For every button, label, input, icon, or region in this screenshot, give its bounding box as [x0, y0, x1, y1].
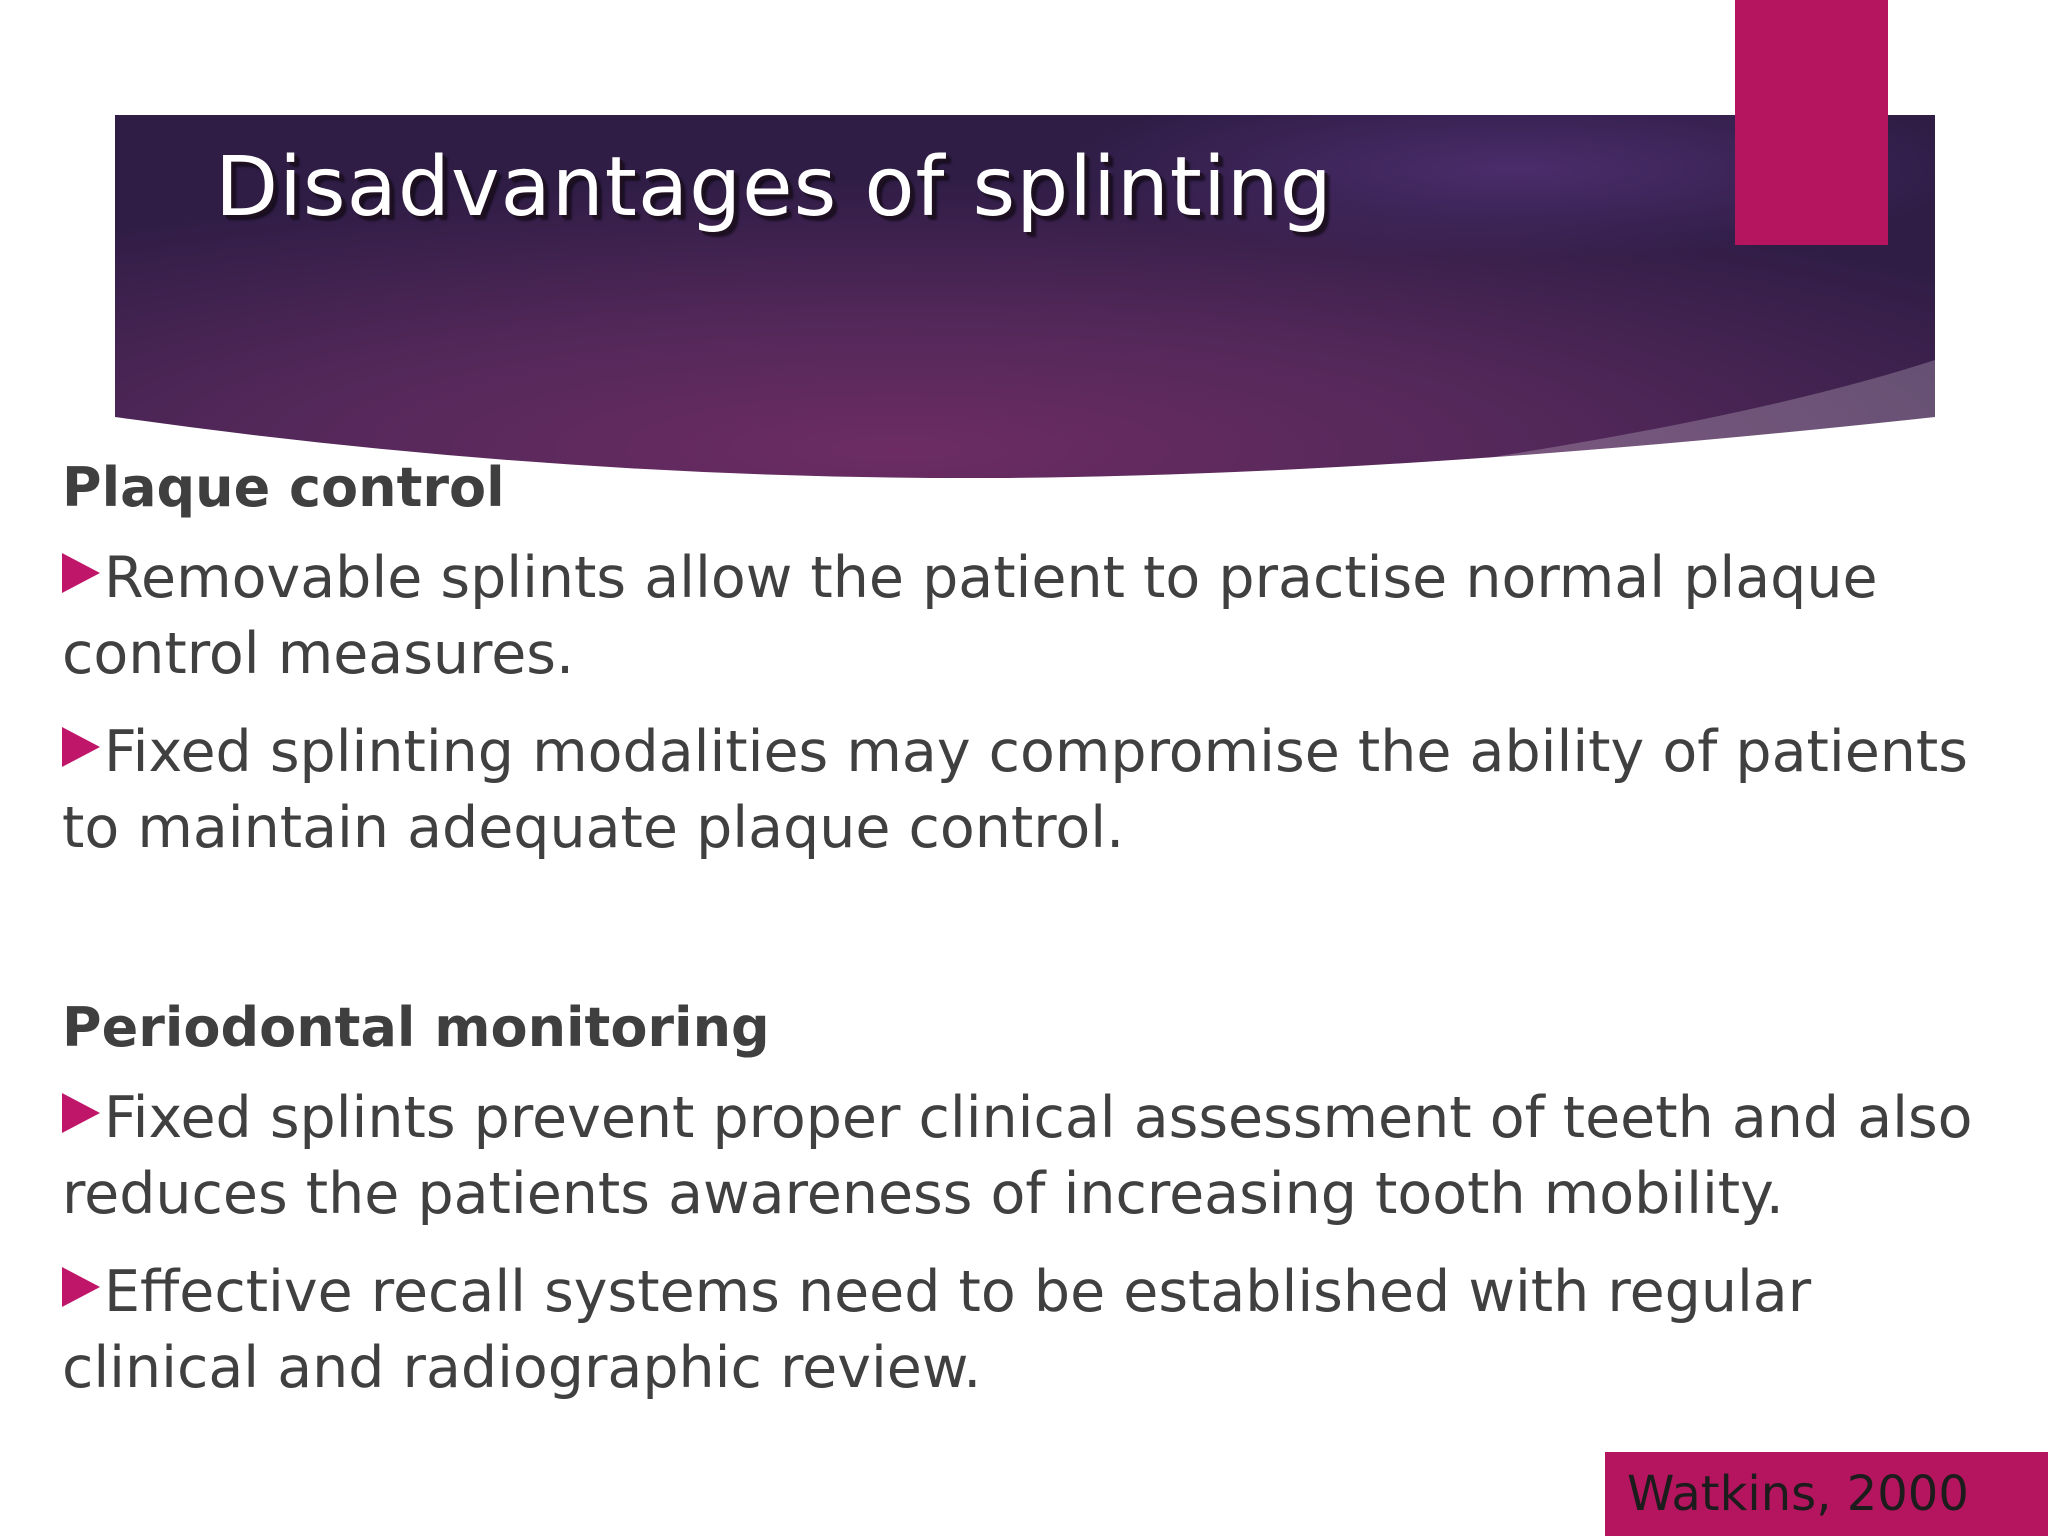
right-triangle-arrow-icon [62, 553, 100, 593]
right-triangle-arrow-icon [62, 1267, 100, 1307]
bullet-text: Effective recall systems need to be established with regular clinical and radiographic review. [62, 1259, 1812, 1401]
bullet-text: Removable splints allow the patient to practise normal plaque control measures. [62, 545, 1878, 687]
bullet-text: Fixed splinting modalities may compromise the ability of patients to maintain adequate plaque control. [62, 719, 1968, 861]
bullet-item [62, 1254, 2012, 1406]
bullet-item [62, 540, 2012, 692]
citation-badge: Watkins, 2000 [1605, 1452, 2048, 1536]
bullet-item [62, 714, 2012, 866]
section-heading-plaque-control: Plaque control [62, 456, 505, 519]
right-triangle-arrow-icon [62, 727, 100, 767]
bullet-item [62, 1080, 2012, 1232]
slide-content [62, 448, 2012, 1428]
section-heading-periodontal-monitoring: Periodontal monitoring [62, 996, 770, 1059]
accent-bar [1735, 0, 1888, 245]
bullet-text: Fixed splints prevent proper clinical assessment of teeth and also reduces the patients awareness of increasing tooth mobility. [62, 1085, 1973, 1227]
slide-title: Disadvantages of splinting [215, 140, 1333, 235]
section-spacer [62, 888, 2012, 988]
right-triangle-arrow-icon [62, 1093, 100, 1133]
